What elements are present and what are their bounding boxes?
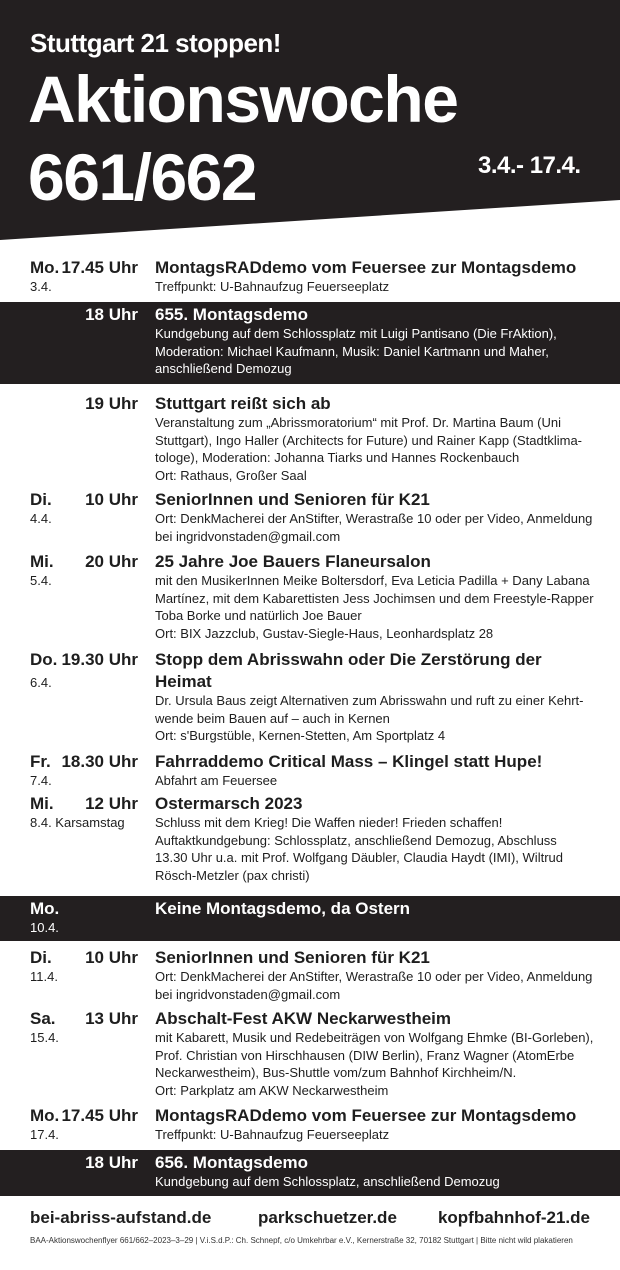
event-date: 5.4. [30, 573, 52, 588]
footer-links [30, 1208, 590, 1232]
event-day: Mi. [30, 552, 54, 571]
event-description [155, 572, 595, 642]
description-line: Ort: s'Burgstüble, Kernen-Stetten, Am Sportplatz 4 [155, 728, 446, 743]
event-day: Di. [30, 490, 52, 509]
event-row [0, 1103, 620, 1147]
description-line: Moderation: Michael Kaufmann, Musik: Daniel Kartmann und Maher, [155, 343, 549, 359]
event-time: 10 Uhr [85, 948, 138, 967]
event-description [155, 968, 595, 1003]
event-row [0, 647, 620, 747]
event-day: Fr. [30, 752, 51, 771]
event-row [0, 945, 620, 1007]
event-time: 17.45 Uhr [61, 1106, 138, 1125]
event-description [155, 1029, 595, 1099]
event-date: 11.4. [30, 969, 58, 984]
description-line: Ort: Rathaus, Großer Saal [155, 467, 307, 483]
event-time: 12 Uhr [85, 794, 138, 813]
event-row [0, 791, 620, 891]
description-line: Treffpunkt: U-Bahnaufzug Feuerseeplatz [155, 279, 390, 294]
page-title [28, 60, 457, 216]
event-title: Abschalt-Fest AKW Neckarwestheim [155, 1009, 452, 1028]
event-title: 25 Jahre Joe Bauers Flaneursalon [155, 552, 431, 571]
event-date: 8.4. Karsamstag [30, 815, 125, 830]
description-line: Toba Borke und natürlich Joe Bauer [155, 608, 362, 623]
event-time: 18 Uhr [85, 1153, 138, 1172]
footer-link-abriss[interactable]: bei-abriss-aufstand.de [30, 1208, 212, 1227]
event-time: 10 Uhr [85, 490, 138, 509]
event-title: SeniorInnen und Senioren für K21 [155, 948, 430, 967]
event-title: Ostermarsch 2023 [155, 794, 303, 813]
event-description [155, 692, 595, 745]
description-line: Ort: DenkMacherei der AnStifter, Werastraße 10 oder per Video, Anmeldung [155, 969, 593, 984]
event-title: SeniorInnen und Senioren für K21 [155, 490, 430, 509]
description-line: mit Kabarett, Musik und Redebeiträgen von Wolfgang Ehmke (BI-Gorleben), [155, 1030, 594, 1045]
event-date: 7.4. [30, 773, 52, 788]
event-day: Sa. [30, 1009, 56, 1028]
event-day: Di. [30, 948, 52, 967]
description-line: 13.30 Uhr u.a. mit Prof. Wolfgang Däubler, Claudia Haydt (IMI), Wiltrud [155, 850, 563, 865]
event-title: MontagsRADdemo vom Feuersee zur Montagsdemo [155, 258, 577, 277]
description-line: anschließend Demozug [155, 361, 292, 376]
event-description [155, 1173, 595, 1191]
event-date: 4.4. [30, 511, 52, 526]
event-description [155, 1126, 595, 1144]
event-time: 18 Uhr [85, 305, 138, 324]
footer-link-parkschuetzer[interactable]: parkschuetzer.de [258, 1208, 397, 1227]
description-line: Kundgebung auf dem Schlossplatz mit Luigi Pantisano (Die FrAktion), [155, 326, 557, 341]
event-day: Mo. [30, 1106, 60, 1125]
event-day: Mi. [30, 794, 54, 813]
description-line: Rösch-Metzler (pax christi) [155, 867, 310, 883]
description-line: Prof. Christian von Hirschhausen (DIW Berlin), Franz Wagner (AtomErbe [155, 1047, 575, 1063]
description-line: Ort: DenkMacherei der AnStifter, Werastraße 10 oder per Video, Anmeldung [155, 511, 593, 526]
description-line: mit den MusikerInnen Meike Boltersdorf, Eva Leticia Padilla + Dany Labana [155, 573, 590, 588]
description-line: Veranstaltung zum „Abrissmoratorium“ mit Prof. Dr. Martina Baum (Uni [155, 415, 562, 430]
description-line: Martínez, mit dem Kabarettisten Jess Jochimsen und dem Freestyle-Rapper [155, 590, 594, 606]
description-line: bei ingridvonstaden@gmail.com [155, 986, 341, 1002]
header-banner [0, 0, 620, 245]
date-range: 3.4.- 17.4. [478, 152, 581, 179]
event-day: Mo. [30, 258, 60, 277]
event-time: 18.30 Uhr [61, 752, 138, 771]
description-line: Auftaktkundgebung: Schlossplatz, anschließend Demozug, Abschluss [155, 832, 557, 848]
event-description [155, 772, 595, 790]
event-row [0, 1150, 620, 1196]
event-row [0, 1006, 620, 1104]
description-line: Ort: BIX Jazzclub, Gustav-Siegle-Haus, Leonhardsplatz 28 [155, 625, 494, 641]
event-title: Keine Montagsdemo, da Ostern [155, 899, 411, 918]
event-time: 17.45 Uhr [61, 258, 138, 277]
description-line: bei ingridvonstaden@gmail.com [155, 528, 341, 544]
event-description [155, 325, 595, 378]
event-date: 6.4. [30, 675, 52, 690]
event-row [0, 255, 620, 300]
event-title: Stuttgart reißt sich ab [155, 394, 331, 413]
event-description [155, 414, 595, 484]
title-line-1: Aktionswoche [28, 62, 458, 136]
description-line: Treffpunkt: U-Bahnaufzug Feuerseeplatz [155, 1127, 390, 1142]
event-row [0, 487, 620, 549]
event-day: Mo. [30, 899, 60, 918]
event-date: 10.4. [30, 920, 59, 935]
event-title: 655. Montagsdemo [155, 305, 309, 324]
event-row [0, 391, 620, 491]
event-date: 15.4. [30, 1030, 59, 1045]
description-line: Dr. Ursula Baus zeigt Alternativen zum Abrisswahn und ruft zu einer Kehrt- [155, 693, 584, 708]
description-line: Schluss mit dem Krieg! Die Waffen nieder! Frieden schaffen! [155, 815, 503, 830]
event-description [155, 278, 595, 296]
description-line: Stuttgart), Ingo Haller (Architects for Future) und Rainer Kapp (Stadtklima- [155, 432, 583, 448]
event-time: 13 Uhr [85, 1009, 138, 1028]
event-day: Do. [30, 650, 58, 669]
event-time: 19.30 Uhr [61, 650, 138, 669]
event-title: MontagsRADdemo vom Feuersee zur Montagsdemo [155, 1106, 577, 1125]
event-title: 656. Montagsdemo [155, 1153, 309, 1172]
title-line-2: 661/662 [28, 140, 257, 214]
event-date: 17.4. [30, 1127, 59, 1142]
description-line: tologe), Moderation: Johanna Tiarks und Hannes Rockenbauch [155, 450, 520, 465]
description-line: Neckarwestheim), Bus-Shuttle vom/zum Bahnhof Kirchheim/N. [155, 1065, 517, 1080]
event-time: 20 Uhr [85, 552, 138, 571]
event-row [0, 549, 620, 649]
description-line: wende beim Bauen auf – auch in Kernen [155, 710, 390, 726]
description-line: Abfahrt am Feuersee [155, 773, 278, 788]
header-subtitle: Stuttgart 21 stoppen! [30, 28, 281, 58]
event-row [0, 302, 620, 384]
event-row [0, 749, 620, 791]
event-description [155, 510, 595, 545]
description-line: Ort: Parkplatz am AKW Neckarwestheim [155, 1082, 389, 1098]
description-line: Kundgebung auf dem Schlossplatz, anschließend Demozug [155, 1174, 500, 1189]
event-title: Stopp dem Abrisswahn oder Die Zerstörung der Heimat [155, 650, 542, 691]
footer-link-kopfbahnhof[interactable]: kopfbahnhof-21.de [437, 1208, 590, 1227]
event-time: 19 Uhr [85, 394, 138, 413]
imprint-text: BAA-Aktionswochenflyer 661/662–2023–3–29 | V.i.S.d.P.: Ch. Schnepf, c/o Umkehrbar e.V., Kernerstraße 32, 70182 Stuttgart | Bitte nicht wild plakatieren [30, 1236, 573, 1245]
event-description [155, 814, 595, 884]
event-row [0, 896, 620, 941]
event-date: 3.4. [30, 279, 52, 294]
event-title: Fahrraddemo Critical Mass – Klingel statt Hupe! [155, 752, 543, 771]
